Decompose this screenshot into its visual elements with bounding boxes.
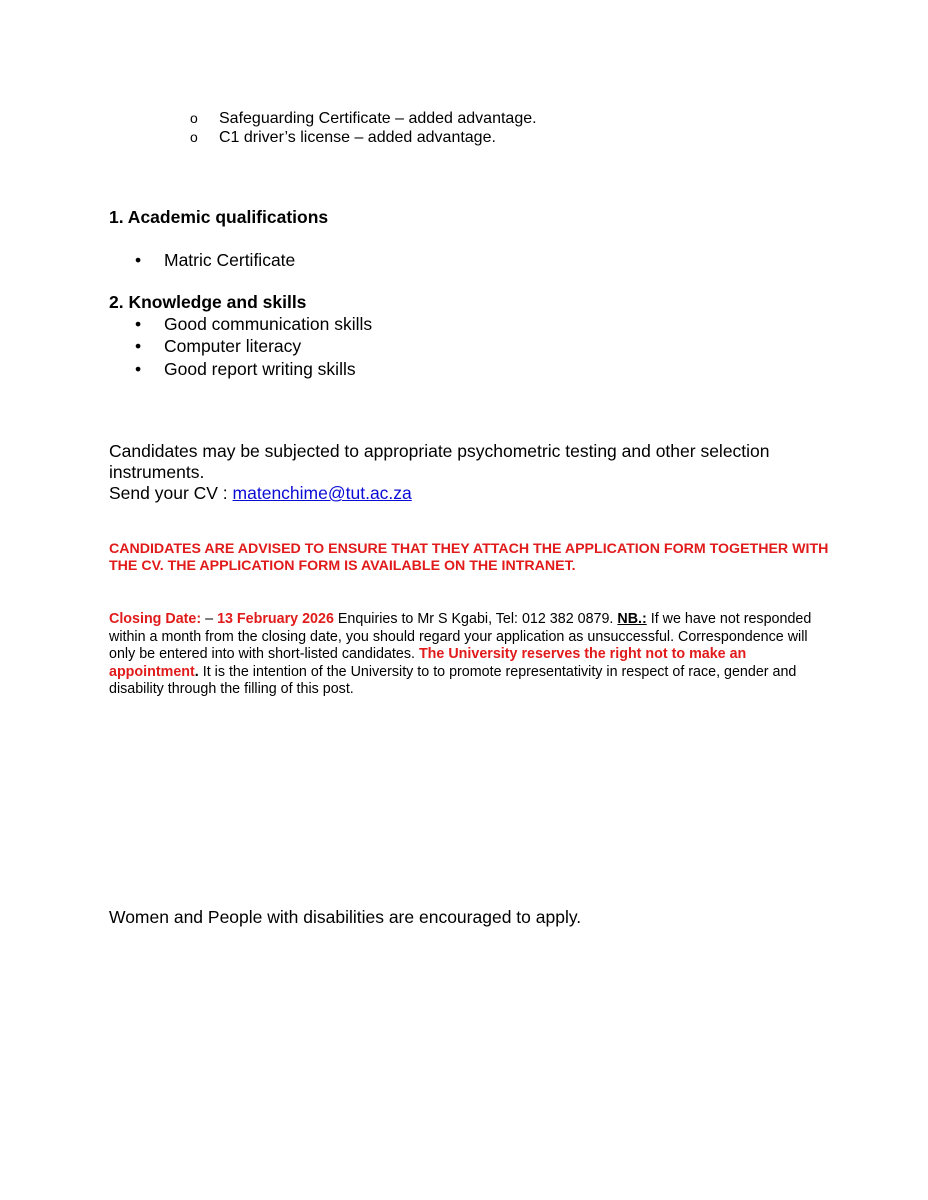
enquiries-text: Enquiries to Mr S Kgabi, Tel: 012 382 0879. bbox=[333, 611, 618, 627]
list-item-text: Computer literacy bbox=[164, 336, 302, 357]
bullet-icon: • bbox=[135, 314, 142, 334]
send-cv-label: Send your CV : bbox=[109, 483, 233, 503]
application-form-notice: CANDIDATES ARE ADVISED TO ENSURE THAT THEY ATTACH THE APPLICATION FORM TOGETHER WITH THE CV. THE APPLICATION FORM IS AVAILABLE ON THE INTRANET. bbox=[109, 541, 829, 574]
bullet-icon: • bbox=[135, 336, 142, 357]
closing-date-value: 13 February 2026 bbox=[217, 611, 334, 627]
requirements-sublist bbox=[190, 109, 537, 147]
academic-qualifications-list bbox=[135, 249, 295, 271]
list-item-text: Matric Certificate bbox=[164, 250, 296, 270]
circle-bullet-icon: o bbox=[190, 129, 198, 145]
encouraged-to-apply-text: Women and People with disabilities are encouraged to apply. bbox=[109, 907, 582, 927]
nb-label: NB.: bbox=[617, 611, 647, 627]
closing-date-paragraph bbox=[109, 611, 821, 699]
psychometric-testing-text: Candidates may be subjected to appropriate psychometric testing and other selection instruments. bbox=[109, 441, 770, 482]
list-item-text: Good report writing skills bbox=[164, 358, 356, 379]
list-item-text: Good communication skills bbox=[164, 314, 373, 334]
representativity-text: It is the intention of the University to to promote representativity in respect of race, gender and disability through the filling of this post. bbox=[109, 663, 797, 697]
academic-qualifications-heading: 1. Academic qualifications bbox=[109, 207, 329, 227]
list-item bbox=[190, 128, 537, 147]
knowledge-skills-list bbox=[135, 313, 372, 380]
list-item-text: Safeguarding Certificate – added advantage. bbox=[219, 110, 537, 127]
nb-text: If we have not responded within a month from the closing date, you should regard your application as unsuccessful. Correspondence will only be entered into with short-listed candidates. bbox=[109, 611, 812, 662]
send-cv-line bbox=[109, 483, 819, 504]
bullet-icon: • bbox=[135, 250, 142, 270]
list-item bbox=[190, 109, 537, 128]
list-item-text: C1 driver’s license – added advantage. bbox=[219, 129, 496, 146]
list-item bbox=[135, 358, 372, 380]
knowledge-skills-heading: 2. Knowledge and skills bbox=[109, 292, 307, 312]
list-item bbox=[135, 335, 372, 357]
cv-email-link[interactable]: matenchime@tut.ac.za bbox=[232, 483, 412, 503]
closing-date-label: Closing Date: bbox=[109, 611, 202, 627]
circle-bullet-icon: o bbox=[190, 110, 198, 126]
bullet-icon: • bbox=[135, 358, 142, 379]
reserve-right-text: The University reserves the right not to make an appointment bbox=[109, 646, 747, 680]
list-item bbox=[135, 313, 372, 335]
closing-date-dash: – bbox=[201, 611, 218, 627]
reserve-right-period: . bbox=[194, 663, 199, 680]
list-item bbox=[135, 249, 295, 271]
